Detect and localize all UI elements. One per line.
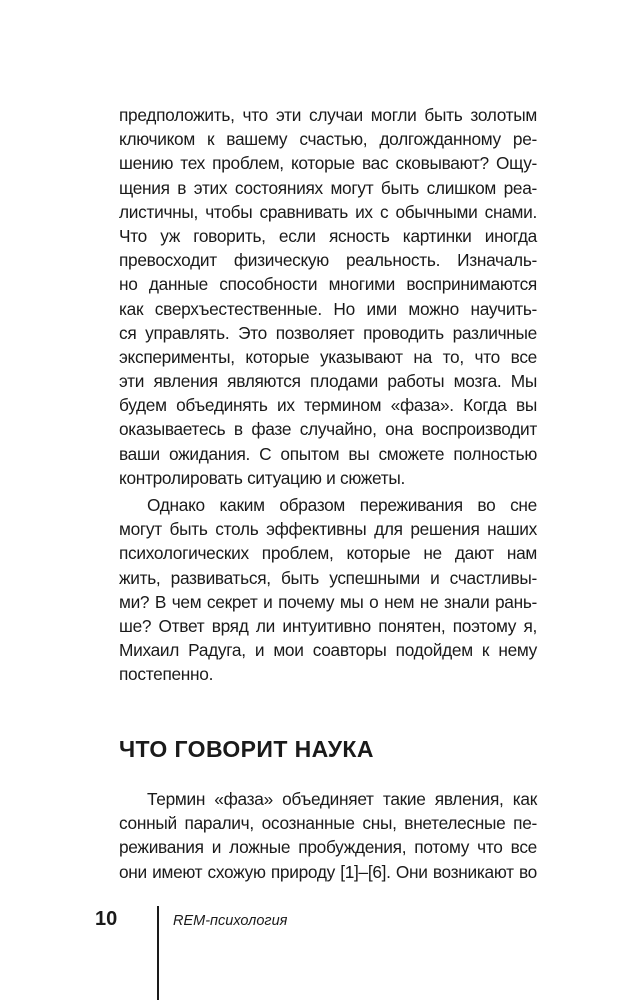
text-line: ключиком к вашему счастью, долгожданному ре-	[119, 129, 537, 150]
text-line: Термин «фаза» объединяет такие явления, как	[147, 789, 537, 809]
text-line: ми? В чем секрет и почему мы о нем не знали рань-	[119, 591, 537, 612]
text-line: предположить, что эти случаи могли быть золотым	[119, 105, 537, 125]
text-line: превосходит физическую реальность. Изначаль-	[119, 250, 537, 271]
text-line: ше? Ответ вряд ли интуитивно понятен, поэтому я,	[119, 615, 537, 636]
text-line: они имеют схожую природу [1]–[6]. Они возникают во	[119, 861, 537, 882]
page-number: 10	[95, 908, 118, 930]
text-line: контролировать ситуацию и сюжеты.	[119, 467, 406, 488]
text-line: сонный паралич, осознанные сны, внетелесные пе-	[119, 813, 537, 834]
paragraph-continued	[119, 103, 537, 490]
text-line: могут быть столь эффективны для решения наших	[119, 519, 537, 540]
text-line: Что уж говорить, если ясность картинки иногда	[119, 225, 537, 246]
text-line: щения в этих состояниях могут быть слишком реа-	[119, 177, 537, 198]
text-line: Михаил Радуга, и мои соавторы подойдем к нему	[119, 640, 537, 661]
text-line: эксперименты, которые указывают на то, что все	[119, 346, 537, 367]
text-line: реживания и ложные пробуждения, потому что все	[119, 837, 537, 858]
text-line: будем объединять их термином «фаза». Когда вы	[119, 395, 537, 416]
text-line: ваши ожидания. С опытом вы сможете полностью	[119, 443, 537, 464]
paragraph	[119, 493, 537, 687]
text-line: психологических проблем, которые не дают нам	[119, 543, 537, 564]
text-line: ся управлять. Это позволяет проводить различные	[119, 322, 537, 343]
text-line: постепенно.	[119, 664, 214, 685]
text-line: оказываетесь в фазе случайно, она воспроизводит	[119, 419, 537, 440]
text-line: но данные способности многими воспринимаются	[119, 274, 537, 295]
paragraph	[119, 787, 537, 884]
footer-divider	[157, 906, 159, 1000]
text-line: жить, развиваться, быть успешными и счастливы-	[119, 567, 537, 588]
text-line: листичны, чтобы сравнивать их с обычными снами.	[119, 201, 537, 222]
running-title: REM-психология	[173, 913, 288, 929]
text-line: эти явления являются плодами работы мозга. Мы	[119, 371, 537, 392]
text-line: как сверхъестественные. Но ими можно научить-	[119, 298, 537, 319]
text-line: шению тех проблем, которые вас сковывают? Ощу-	[119, 153, 537, 174]
text-line: Однако каким образом переживания во сне	[147, 495, 537, 515]
section-heading: ЧТО ГОВОРИТ НАУКА	[119, 736, 374, 762]
